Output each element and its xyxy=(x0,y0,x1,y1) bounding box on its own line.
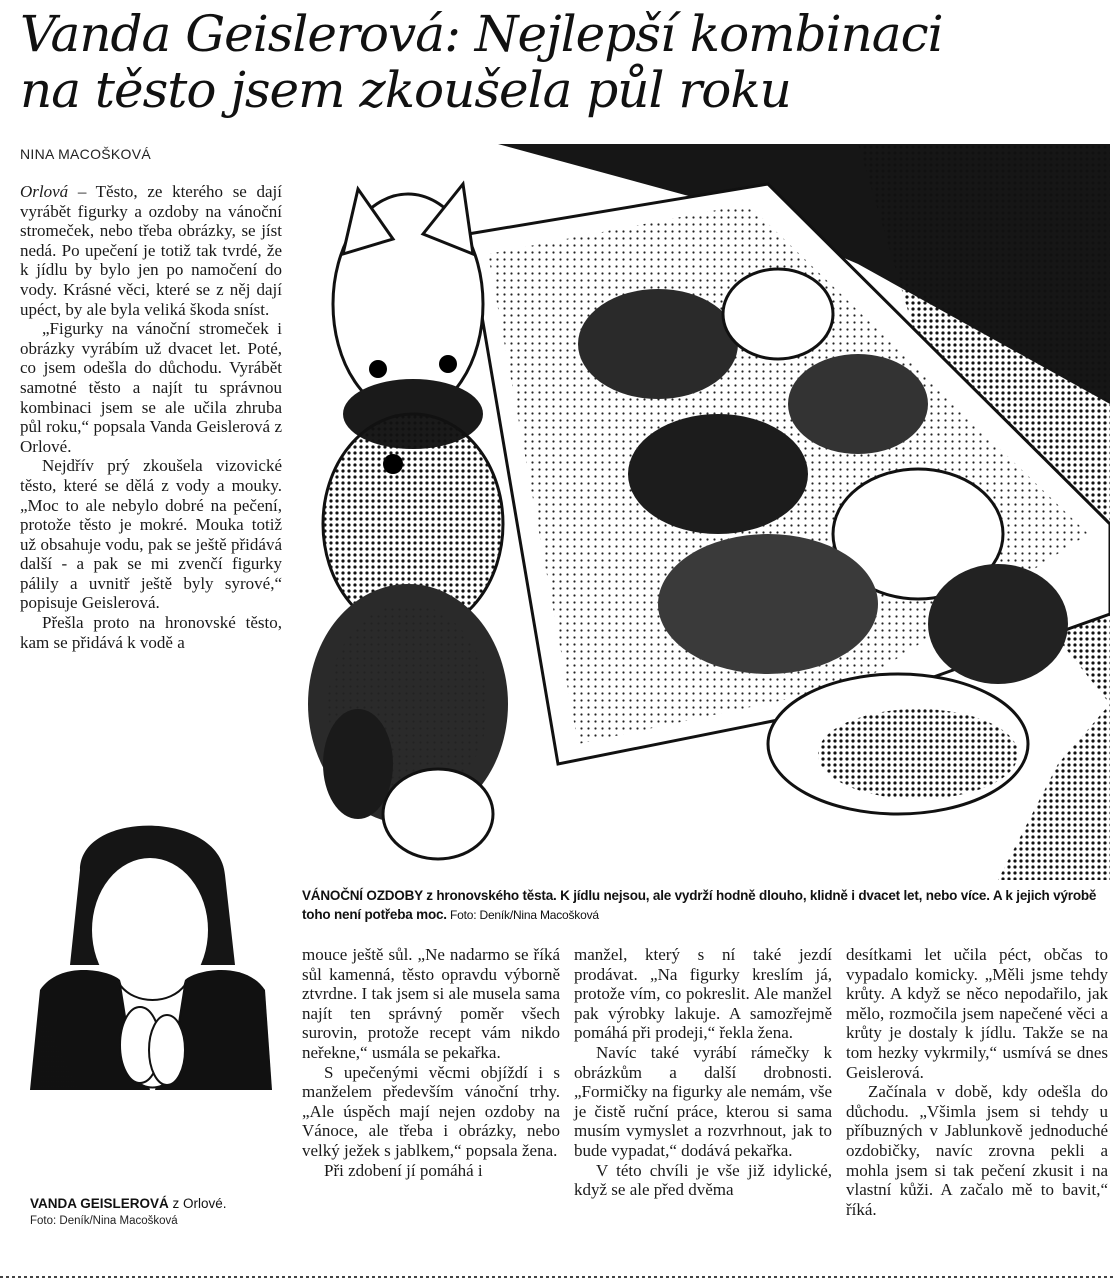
paragraph xyxy=(20,182,282,319)
paragraph: Navíc také vyrábí rámečky k obrázkům a další drobnosti. „Formičky na figurky ale nemám, vše je čistě ruční práce, kterou si sama musím vymyslet a rozvrhnout, jak to bude vypadat,“ dodává pekařka. xyxy=(574,1042,832,1160)
paragraph: Při zdobení jí pomáhá i xyxy=(324,1160,483,1180)
main-photo-image xyxy=(298,144,1110,880)
portrait-photo-image xyxy=(20,790,282,1090)
photo-credit: Foto: Deník/Nina Macošková xyxy=(446,908,599,922)
paragraph: Začínala v době, kdy odešla do důchodu. „Všimla jsem si tehdy u příbuzných v Jablunkově jednoduché ozdobičky, navíc zrovna pekli a mohla jsem si tak pečení zkusit i na vlastní kůži. A začalo mě to bavit,“ říká. xyxy=(846,1082,1108,1219)
byline: NINA MACOŠKOVÁ xyxy=(20,146,152,162)
paragraph: manžel, který s ní také jezdí prodávat. „Na figurky kreslím já, protože vím, co pokreslit. Ale manžel pak výrobky lakuje. A samozřejmě pomáhá při prodeji,“ řekla žena. xyxy=(574,945,832,1043)
dateline: Orlová xyxy=(20,182,69,201)
headline-line-1: Vanda Geislerová: Nejlepší kombinaci xyxy=(20,5,943,63)
paragraph: „Figurky na vánoční stromeček i obrázky vyrábím už dvacet let. Poté, co jsem odešla do důchodu. Vyrábět samotné těsto a najít tu správnou kombinaci jsem se ale učila zhruba půl roku,“ popsala Vanda Geislerová z Orlové. xyxy=(20,319,282,456)
article-column-2 xyxy=(302,945,560,1180)
portrait-name: VANDA GEISLEROVÁ xyxy=(30,1196,169,1211)
headline-line-2: na těsto jsem zkoušela půl roku xyxy=(20,61,791,119)
paragraph: S upečenými věcmi objíždí i s manželem především vánoční trhy. „Ale úspěch mají nejen ozdoby na Vánoce, ale třeba i obrázky, nebo velký ježek s jablkem,“ popsala žena. xyxy=(302,1062,560,1160)
bottom-divider xyxy=(0,1276,1114,1278)
portrait-photo-credit: Foto: Deník/Nina Macošková xyxy=(30,1215,178,1227)
article-column-1 xyxy=(20,182,282,652)
portrait-caption xyxy=(30,1196,280,1227)
paragraph: mouce ještě sůl. „Ne nadarmo se říká sůl kamenná, těsto opravdu výborně ztvrdne. I tak jsem si ale musela sama najít ten správný poměr všech surovin, protože recept vám nikdo neřekne,“ usmála se pekařka. xyxy=(302,945,560,1062)
portrait-photo xyxy=(20,790,282,1090)
article-column-4 xyxy=(846,945,1108,1219)
headline xyxy=(20,6,1100,118)
paragraph: Nejdřív prý zkoušela vizovické těsto, které se dělá z vody a mouky. „Moc to ale nebylo dobré na pečení, protože těsto je mokré. Mouka totiž už obsahuje vodu, pak se ještě přidává další - a pak se mi zvenčí figurky pálily a uvnitř ještě byly syrové,“ popisuje Geislerová. xyxy=(20,456,282,613)
paragraph: Přešla proto na hronovské těsto, kam se přidává k vodě a xyxy=(20,613,282,652)
article-column-3 xyxy=(574,945,832,1200)
caption-lead: VÁNOČNÍ OZDOBY xyxy=(302,888,423,903)
paragraph: desítkami let učila péct, občas to vypadalo komicky. „Měli jsme tehdy krůty. A když se něco nepodařilo, jak mělo, rozmočila jsem napečené věci a krůty je dostaly k jídlu. Takže se na tom hezky vykrmily,“ usmívá se dnes Geislerová. xyxy=(846,945,1108,1082)
main-photo-caption xyxy=(302,886,1110,925)
paragraph: V této chvíli je vše již idylické, když se ale před dvěma xyxy=(574,1160,832,1200)
portrait-caption-title xyxy=(30,1196,280,1211)
caption-text: z hronovského těsta. K jídlu nejsou, ale vydrží hodně dlouho, klidně i dvacet let, nebo více. A k jejich výrobě toho není potřeba moc. xyxy=(302,888,1097,922)
main-photo xyxy=(298,144,1110,880)
portrait-place: z Orlové. xyxy=(168,1196,227,1211)
paragraph-text: – Těsto, ze kterého se dají vyrábět figurky a ozdoby na vánoční stromeček, nebo třeba obrázky, se jíst nedá. Po upečení je totiž tak tvrdé, že k jídlu by bylo jen po namočení do vody. Krásné věci, které se z něj dají upéct, by ale byla veliká škoda sníst. xyxy=(20,182,282,319)
